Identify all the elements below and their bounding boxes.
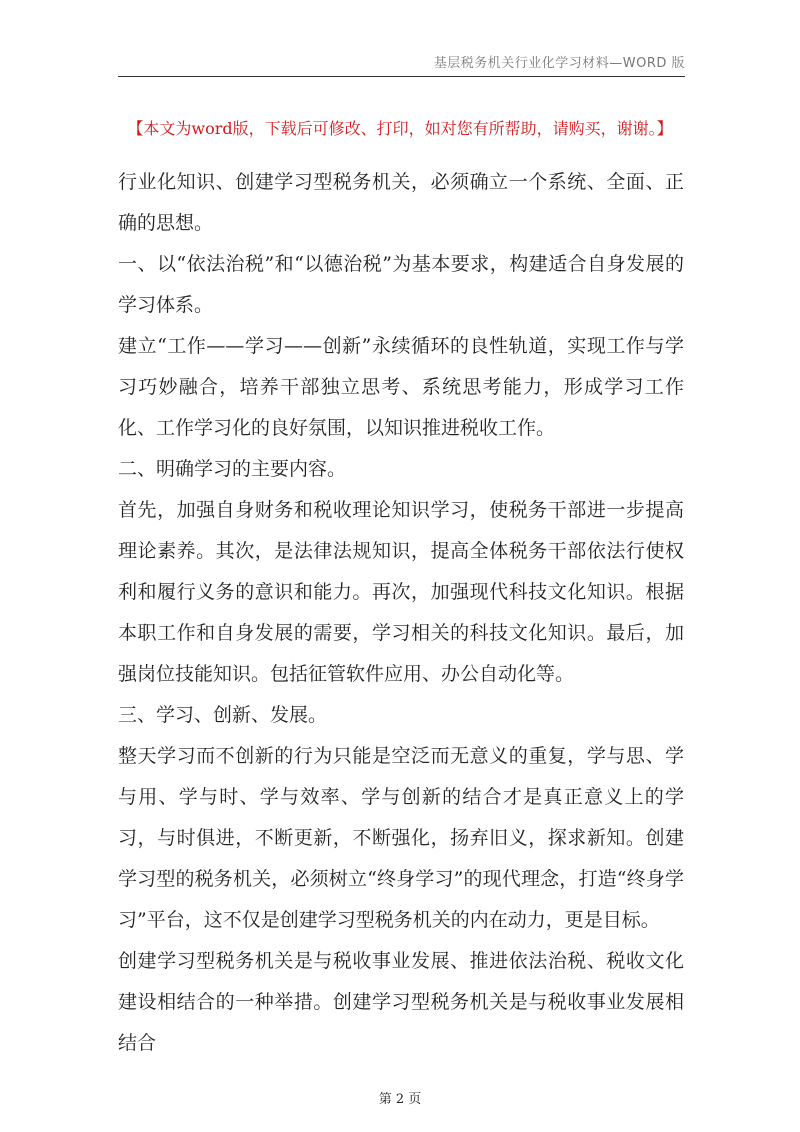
header-title: 基层税务机关行业化学习材料—WORD 版 [433, 56, 685, 71]
section-heading: 二、明确学习的主要内容。 [118, 458, 347, 480]
section-heading: 三、学习、创新、发展。 [118, 704, 328, 726]
paragraph: 建立“工作——学习——创新”永续循环的良性轨道，实现工作与学习巧妙融合，培养干部独立思考、系统思考能力，形成学习工作化、工作学习化的良好氛围，以知识推进税收工作。 [118, 335, 684, 439]
paragraph: 创建学习型税务机关是与税收事业发展、推进依法治税、税收文化建设相结合的一种举措。创建学习型税务机关是与税收事业发展相结合 [118, 950, 684, 1054]
section-heading: 一、以“依法治税”和“以德治税”为基本要求，构建适合自身发展的学习体系。 [118, 253, 684, 316]
paragraph: 整天学习而不创新的行为只能是空泛而无意义的重复，学与思、学与用、学与时、学与效率、学与创新的结合才是真正意义上的学习，与时俱进，不断更新，不断强化，扬弃旧义，探求新知。创建学习型的税务机关，必须树立“终身学习”的现代理念，打造“终身学习”平台，这不仅是创建学习型税务机关的内在动力，更是目标。 [118, 745, 684, 931]
paragraph: 首先，加强自身财务和税收理论知识学习，使税务干部进一步提高理论素养。其次，是法律法规知识，提高全体税务干部依法行使权利和履行义务的意识和能力。再次，加强现代科技文化知识。根据本职工作和自身发展的需要，学习相关的科技文化知识。最后，加强岗位技能知识。包括征管软件应用、办公自动化等。 [118, 499, 684, 685]
page-header [118, 52, 685, 77]
document-body [118, 162, 684, 1064]
purchase-notice: 【本文为word版，下载后可修改、打印，如对您有所帮助，请购买，谢谢。】 [127, 119, 673, 138]
page-number: 第 2 页 [378, 1092, 422, 1107]
paragraph: 行业化知识、创建学习型税务机关，必须确立一个系统、全面、正确的思想。 [118, 171, 684, 234]
